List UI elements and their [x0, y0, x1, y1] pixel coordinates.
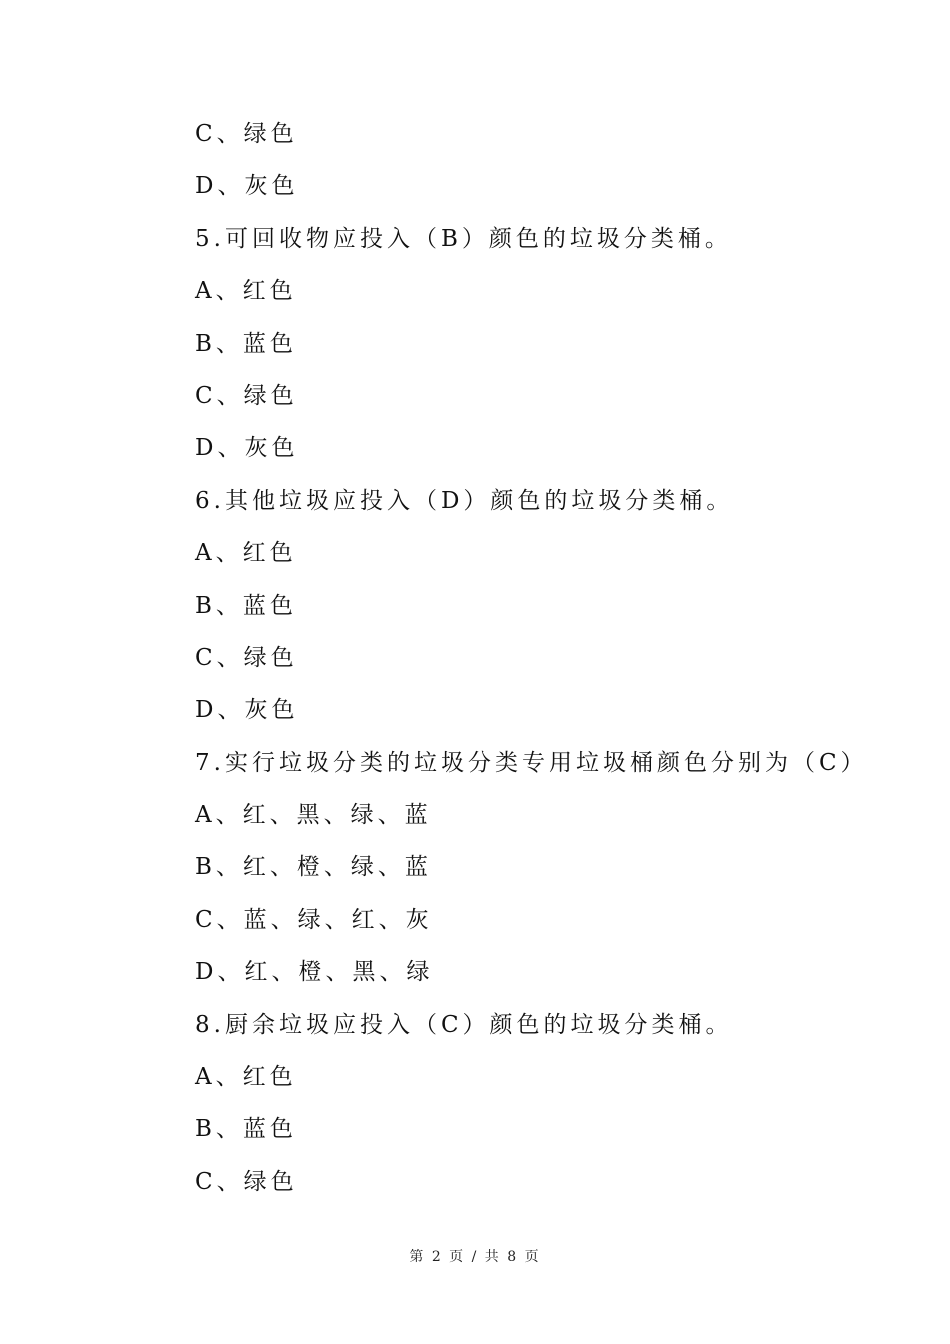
option-line: D、灰色 — [195, 435, 299, 462]
option-line: A、红色 — [195, 1064, 297, 1091]
option-line: D、灰色 — [195, 173, 299, 200]
option-line: A、红色 — [195, 278, 297, 305]
option-line: B、蓝色 — [195, 1116, 297, 1143]
option-line: B、红、橙、绿、蓝 — [195, 854, 432, 881]
option-line: A、红色 — [195, 540, 297, 567]
question-line: 7.实行垃圾分类的垃圾分类专用垃圾桶颜色分别为（C） — [195, 749, 868, 776]
option-line: B、蓝色 — [195, 592, 297, 619]
option-line: C、绿色 — [195, 1168, 298, 1195]
question-list — [195, 114, 895, 1214]
option-line: B、蓝色 — [195, 330, 297, 357]
option-line: A、红、黑、绿、蓝 — [195, 802, 432, 829]
question-line: 6.其他垃圾应投入（D）颜色的垃圾分类桶。 — [195, 487, 734, 514]
option-line: C、蓝、绿、红、灰 — [195, 906, 433, 933]
option-line: D、灰色 — [195, 697, 299, 724]
page-number-footer: 第 2 页 / 共 8 页 — [409, 1249, 541, 1265]
option-line: C、绿色 — [195, 644, 298, 671]
question-line: 5.可回收物应投入（B）颜色的垃圾分类桶。 — [195, 225, 732, 252]
option-line: C、绿色 — [195, 121, 298, 147]
option-line: C、绿色 — [195, 382, 298, 409]
question-line: 8.厨余垃圾应投入（C）颜色的垃圾分类桶。 — [195, 1011, 733, 1038]
option-line: D、红、橙、黑、绿 — [195, 959, 434, 986]
